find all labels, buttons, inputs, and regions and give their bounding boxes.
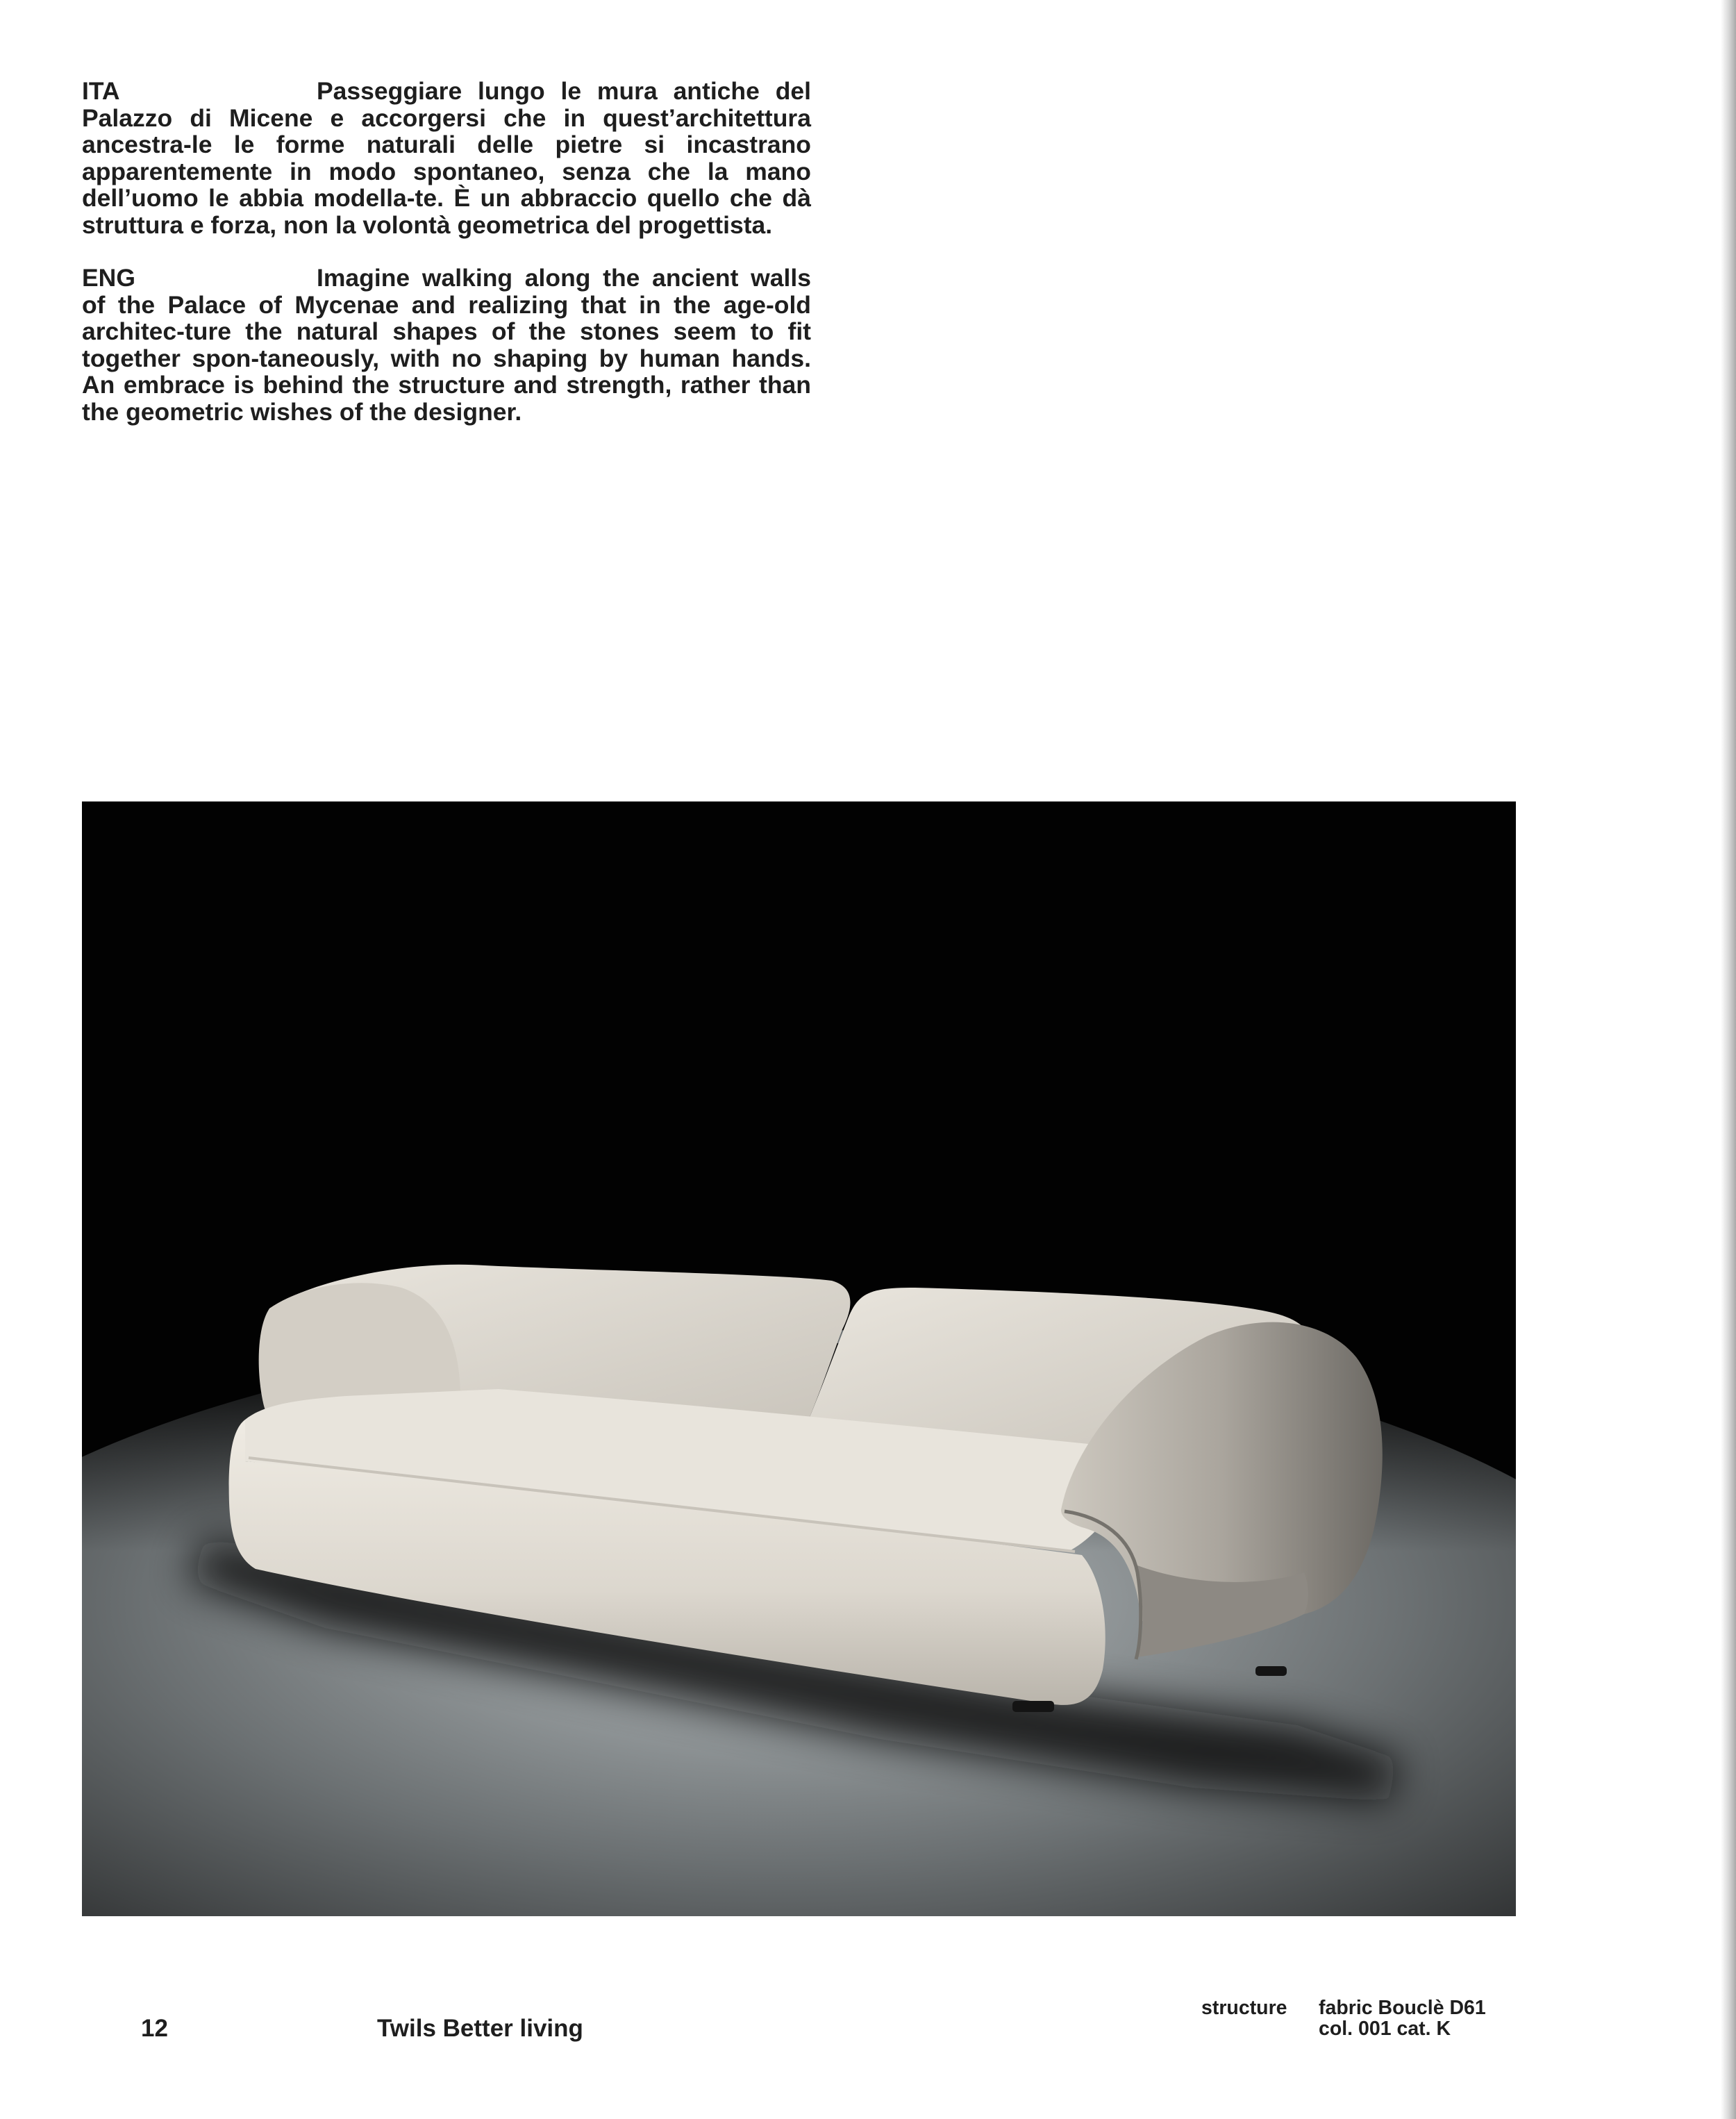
spec-value-fabric: fabric Bouclè D61 (1319, 1997, 1486, 2019)
italian-text: Passeggiare lungo le mura antiche del Palazzo di Micene e accorgersi che in quest’architettura ancestra-le le forme naturali delle pietre si incastrano apparentemente in modo spontaneo, senza che la mano dell’uomo le abbia modella-te. È un abbraccio quello che dà struttura e forza, non la volontà geometrica del progettista. (82, 77, 811, 239)
intro-text (82, 78, 811, 425)
english-paragraph (82, 265, 811, 425)
italian-language-label: ITA (82, 77, 120, 105)
english-language-label: ENG (82, 264, 135, 292)
spec-value-colour: col. 001 cat. K (1319, 2018, 1451, 2040)
page-number: 12 (141, 2015, 168, 2042)
spec-value (1319, 1997, 1486, 2039)
sofa-foot-front (1012, 1701, 1054, 1712)
running-title: Twils Better living (377, 2015, 583, 2042)
sofa-foot-back (1255, 1666, 1287, 1676)
italian-paragraph (82, 78, 811, 238)
page-edge-shadow (1721, 0, 1736, 2119)
spec-label: structure (1201, 1997, 1287, 2019)
english-text: Imagine walking along the ancient walls of the Palace of Mycenae and realizing that in the age-old architec-ture the natural shapes of the stones seem to fit together spon-taneously, with no shaping by human hands. An embrace is behind the structure and strength, rather than the geometric wishes of the designer. (82, 264, 811, 426)
sofa-photo (82, 801, 1516, 1916)
